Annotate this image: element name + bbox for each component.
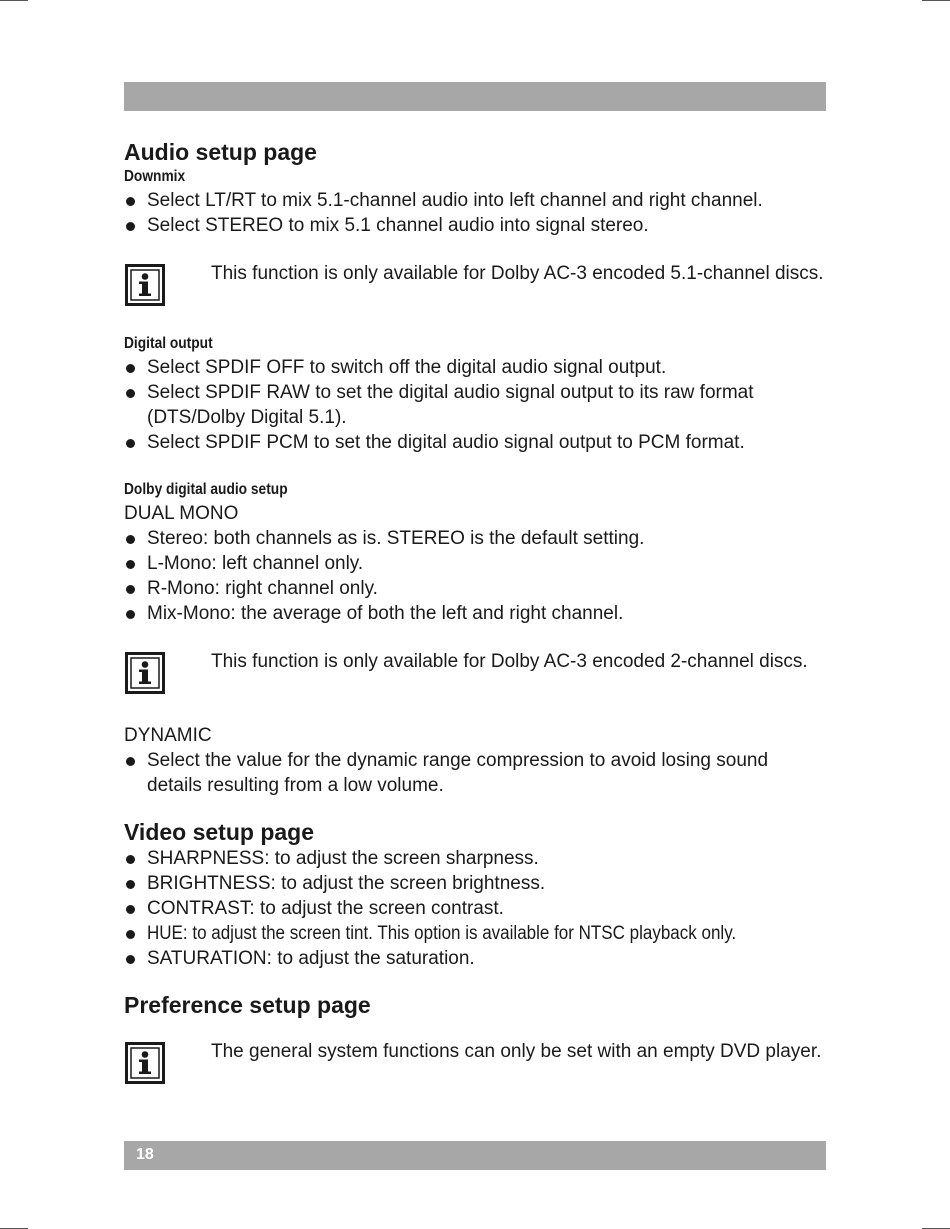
note-text: The general system functions can only be set with an empty DVD player. bbox=[211, 1041, 822, 1062]
list-item: Stereo: both channels as is. STEREO is the default setting. bbox=[124, 526, 826, 551]
list-item: L-Mono: left channel only. bbox=[124, 551, 826, 576]
bullet-icon bbox=[126, 535, 135, 544]
list-item: Select SPDIF PCM to set the digital audio signal output to PCM format. bbox=[124, 430, 826, 455]
list-item: R-Mono: right channel only. bbox=[124, 576, 826, 601]
downmix-list bbox=[124, 188, 826, 238]
list-item: Mix-Mono: the average of both the left and right channel. bbox=[124, 601, 826, 626]
dual-mono-label: DUAL MONO bbox=[124, 503, 239, 524]
footer-bar bbox=[124, 1141, 826, 1170]
list-item: HUE: to adjust the screen tint. This option is available for NTSC playback only. bbox=[124, 921, 826, 946]
list-item: Select LT/RT to mix 5.1-channel audio into left channel and right channel. bbox=[124, 188, 826, 213]
bullet-icon bbox=[126, 585, 135, 594]
crop-mark bbox=[922, 0, 950, 1]
list-item: BRIGHTNESS: to adjust the screen brightness. bbox=[124, 871, 826, 896]
bullet-icon bbox=[126, 930, 135, 939]
downmix-note bbox=[124, 261, 826, 311]
bullet-icon bbox=[126, 389, 135, 398]
bullet-icon bbox=[126, 880, 135, 889]
dolby-note bbox=[124, 649, 826, 699]
dynamic-label: DYNAMIC bbox=[124, 725, 212, 746]
bullet-icon bbox=[126, 364, 135, 373]
list-item: Select STEREO to mix 5.1 channel audio into signal stereo. bbox=[124, 213, 826, 238]
dynamic-list bbox=[124, 748, 826, 798]
audio-setup-title: Audio setup page bbox=[124, 139, 317, 165]
info-icon bbox=[125, 652, 165, 694]
bullet-icon bbox=[126, 610, 135, 619]
list-item: SHARPNESS: to adjust the screen sharpness. bbox=[124, 846, 826, 871]
video-list bbox=[124, 846, 826, 971]
note-text: This function is only available for Dolby AC-3 encoded 2-channel discs. bbox=[211, 651, 808, 672]
page-content bbox=[124, 138, 826, 1089]
preference-note bbox=[124, 1039, 826, 1089]
list-item: Select the value for the dynamic range compression to avoid losing sound details resulting from a low volume. bbox=[124, 748, 826, 798]
bullet-icon bbox=[126, 222, 135, 231]
bullet-icon bbox=[126, 955, 135, 964]
crop-mark bbox=[0, 0, 28, 1]
bullet-icon bbox=[126, 757, 135, 766]
note-text: This function is only available for Dolby AC-3 encoded 5.1-channel discs. bbox=[211, 263, 824, 284]
bullet-icon bbox=[126, 905, 135, 914]
bullet-icon bbox=[126, 439, 135, 448]
info-icon bbox=[125, 264, 165, 306]
downmix-heading: Downmix bbox=[124, 168, 186, 185]
digital-output-heading: Digital output bbox=[124, 335, 213, 352]
bullet-icon bbox=[126, 560, 135, 569]
bullet-icon bbox=[126, 197, 135, 206]
dolby-heading: Dolby digital audio setup bbox=[124, 481, 288, 498]
bullet-icon bbox=[126, 855, 135, 864]
list-item: Select SPDIF RAW to set the digital audio signal output to its raw format (DTS/Dolby Digital 5.1). bbox=[124, 380, 826, 430]
header-bar bbox=[124, 82, 826, 111]
list-item: CONTRAST: to adjust the screen contrast. bbox=[124, 896, 826, 921]
list-item: Select SPDIF OFF to switch off the digital audio signal output. bbox=[124, 355, 826, 380]
digital-output-list bbox=[124, 355, 826, 455]
video-setup-title: Video setup page bbox=[124, 819, 315, 845]
dual-mono-list bbox=[124, 526, 826, 626]
page-number: 18 bbox=[136, 1146, 154, 1163]
list-item: SATURATION: to adjust the saturation. bbox=[124, 946, 826, 971]
preference-setup-title: Preference setup page bbox=[124, 992, 371, 1018]
info-icon bbox=[125, 1042, 165, 1084]
